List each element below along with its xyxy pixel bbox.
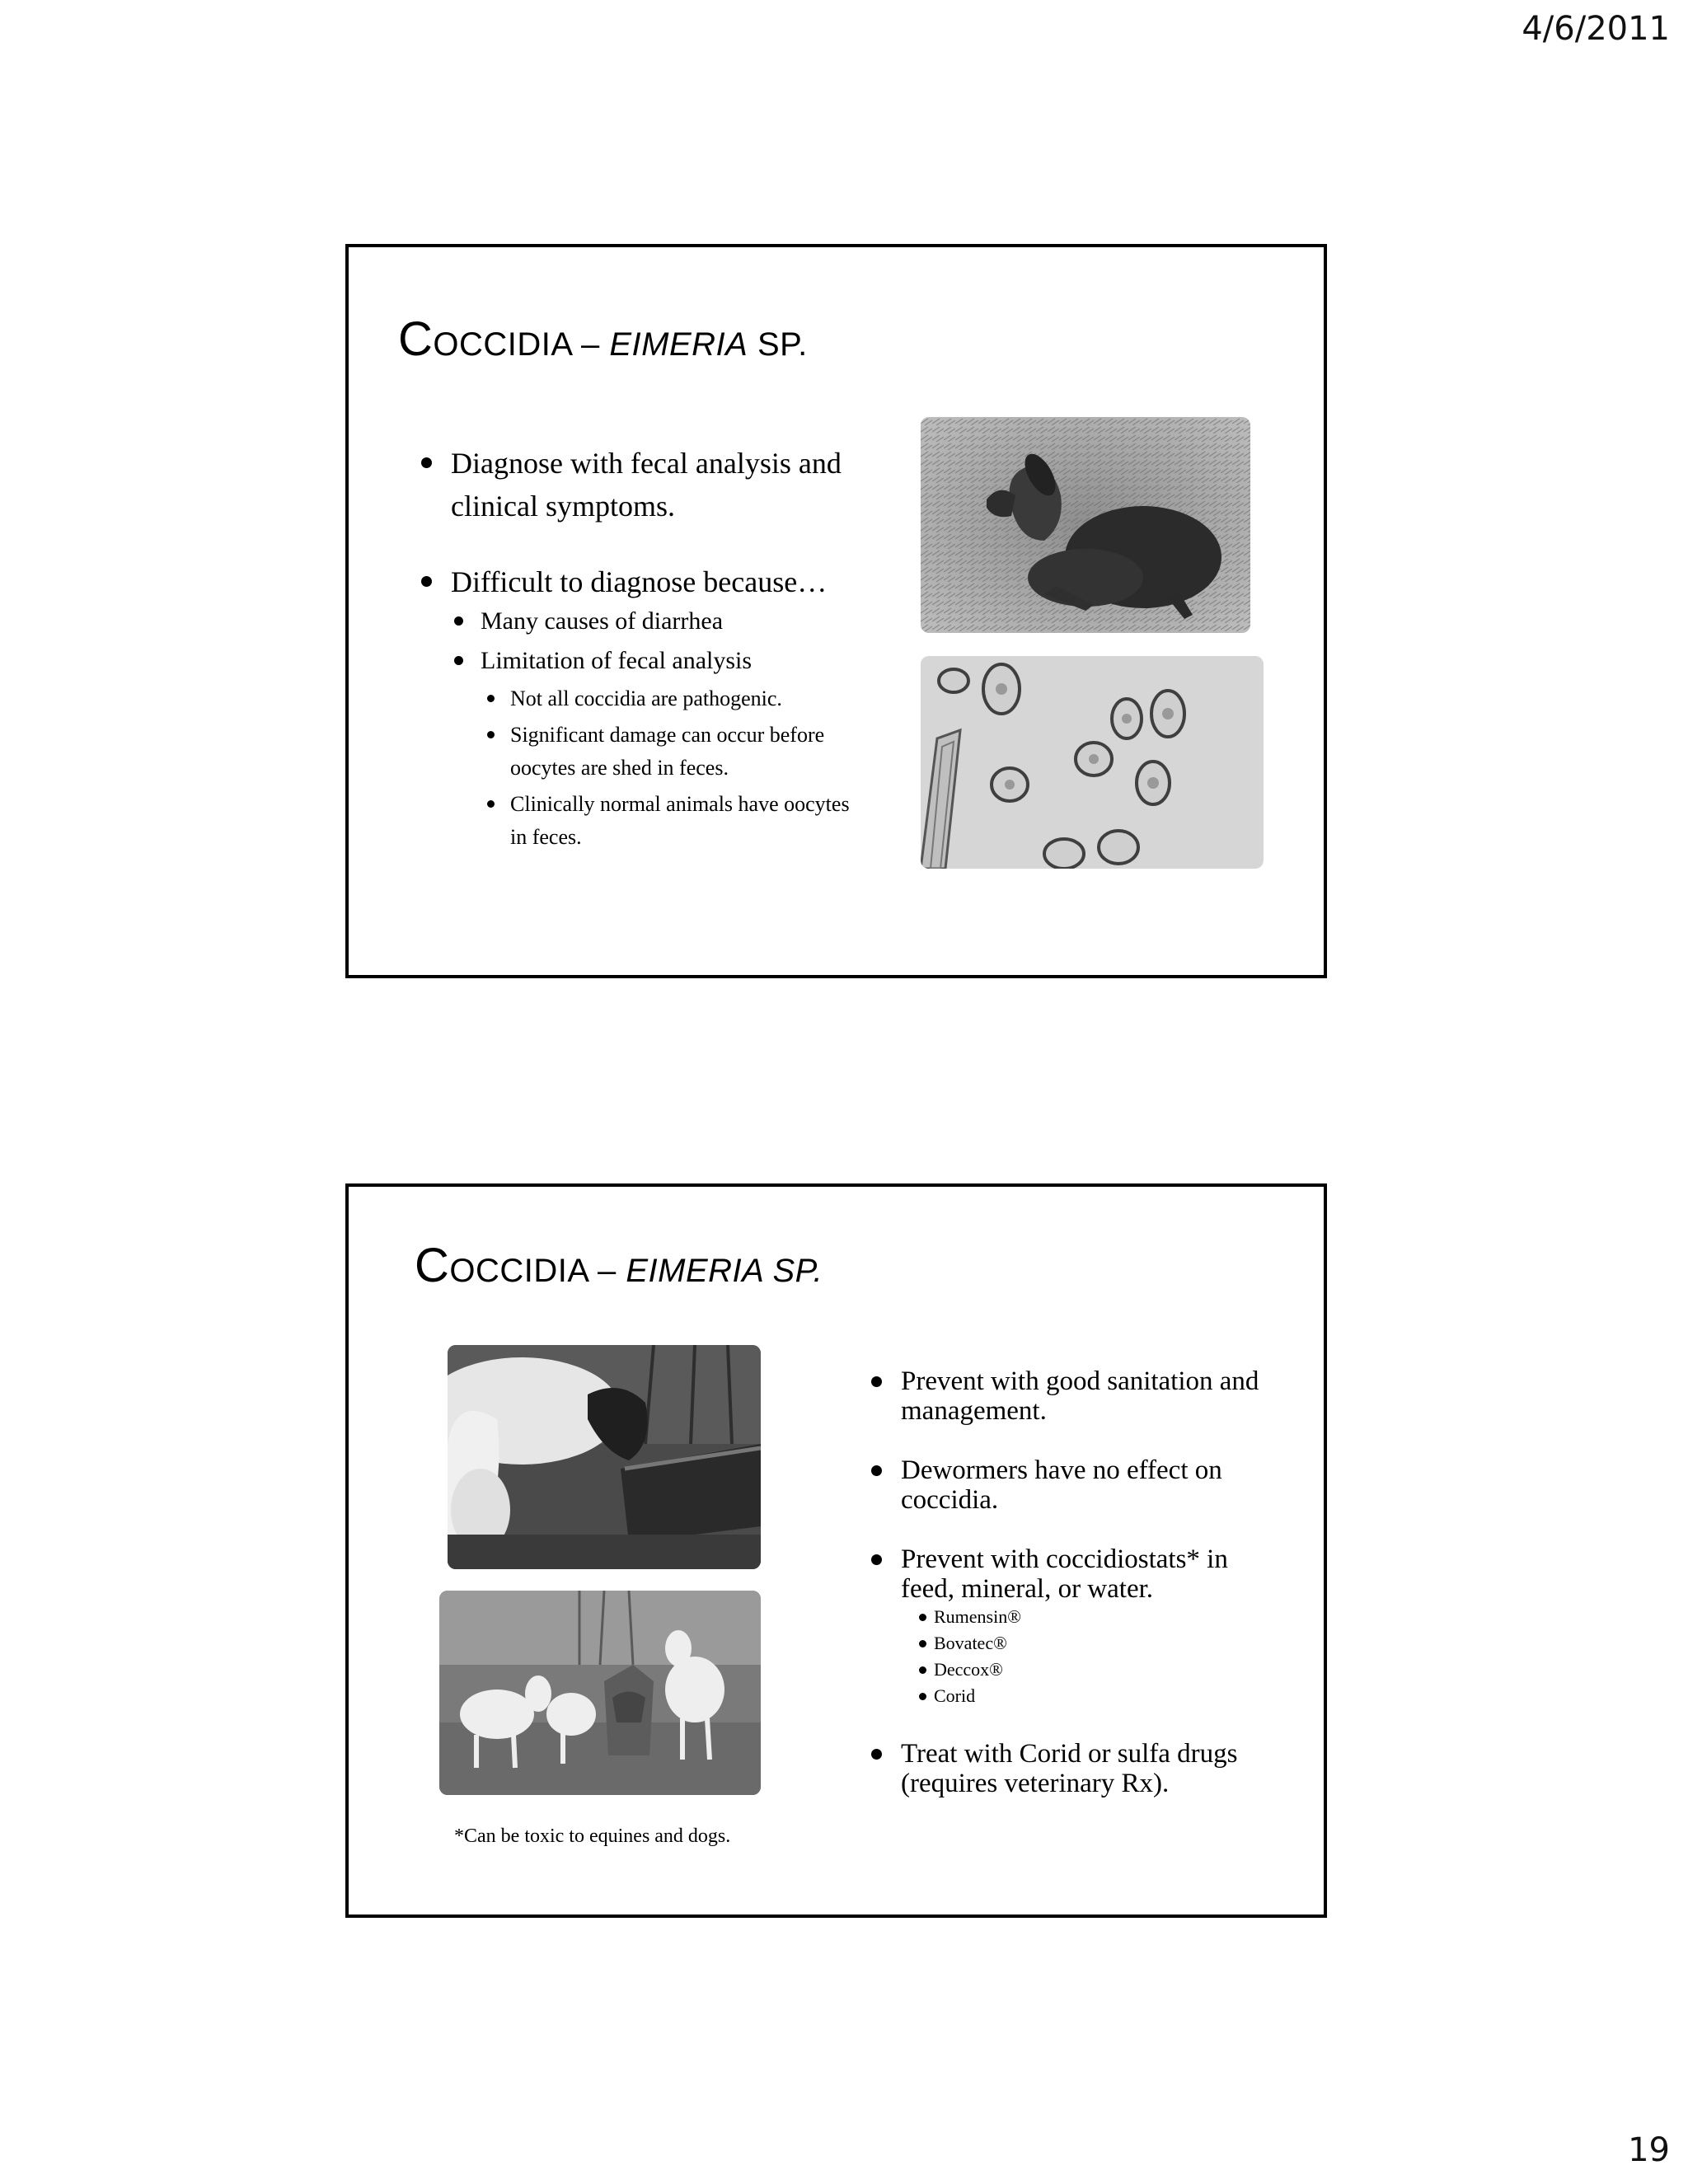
product-bullet-item: Deccox® [871, 1657, 1267, 1683]
page-date: 4/6/2011 [1522, 10, 1670, 48]
oocysts-microscopy-photo [921, 656, 1264, 869]
sub-sub-bullet-item: Clinically normal animals have oocytes in feces. [421, 788, 866, 854]
slide-eimeria-diagnosis [345, 244, 1327, 978]
bullet-list [871, 1366, 1267, 1798]
sick-goat-photo [921, 417, 1250, 633]
title-species: EIMERIA [609, 326, 748, 363]
bullet-list [421, 442, 866, 854]
product-bullet-item: Corid [871, 1683, 1267, 1709]
bullet-item: Prevent with good sanitation and management. [871, 1366, 1267, 1426]
goats-at-trough-photo [448, 1345, 761, 1569]
page-number: 19 [1628, 2131, 1670, 2169]
product-bullet-item: Bovatec® [871, 1630, 1267, 1657]
sub-sub-bullet-item: Significant damage can occur before oocytes are shed in feces. [421, 719, 866, 785]
bullet-item: Diagnose with fecal analysis and clinical symptoms. [421, 442, 866, 527]
sub-bullet-item: Many causes of diarrhea [421, 603, 866, 640]
bullet-item: Difficult to diagnose because… [421, 560, 866, 603]
title-text: OCCIDIA – [449, 1253, 626, 1289]
title-suffix: SP. [748, 326, 808, 363]
title-initial: C [398, 312, 434, 366]
bullet-item: Prevent with coccidiostats* in feed, mineral, or water. [871, 1544, 1267, 1604]
slide-eimeria-prevention [345, 1183, 1327, 1918]
bullet-item: Dewormers have no effect on coccidia. [871, 1455, 1267, 1515]
sub-sub-bullet-item: Not all coccidia are pathogenic. [421, 682, 866, 715]
slide-title [415, 1238, 823, 1293]
footnote: *Can be toxic to equines and dogs. [454, 1825, 731, 1847]
title-text: OCCIDIA – [433, 326, 610, 363]
sub-bullet-item: Limitation of fecal analysis [421, 643, 866, 679]
goats-with-mineral-feeder-photo [439, 1591, 761, 1795]
bullet-item: Treat with Corid or sulfa drugs (requires veterinary Rx). [871, 1739, 1267, 1798]
title-species: EIMERIA SP. [626, 1253, 823, 1289]
slide-title [398, 312, 808, 367]
title-initial: C [415, 1239, 450, 1292]
product-bullet-item: Rumensin® [871, 1604, 1267, 1630]
